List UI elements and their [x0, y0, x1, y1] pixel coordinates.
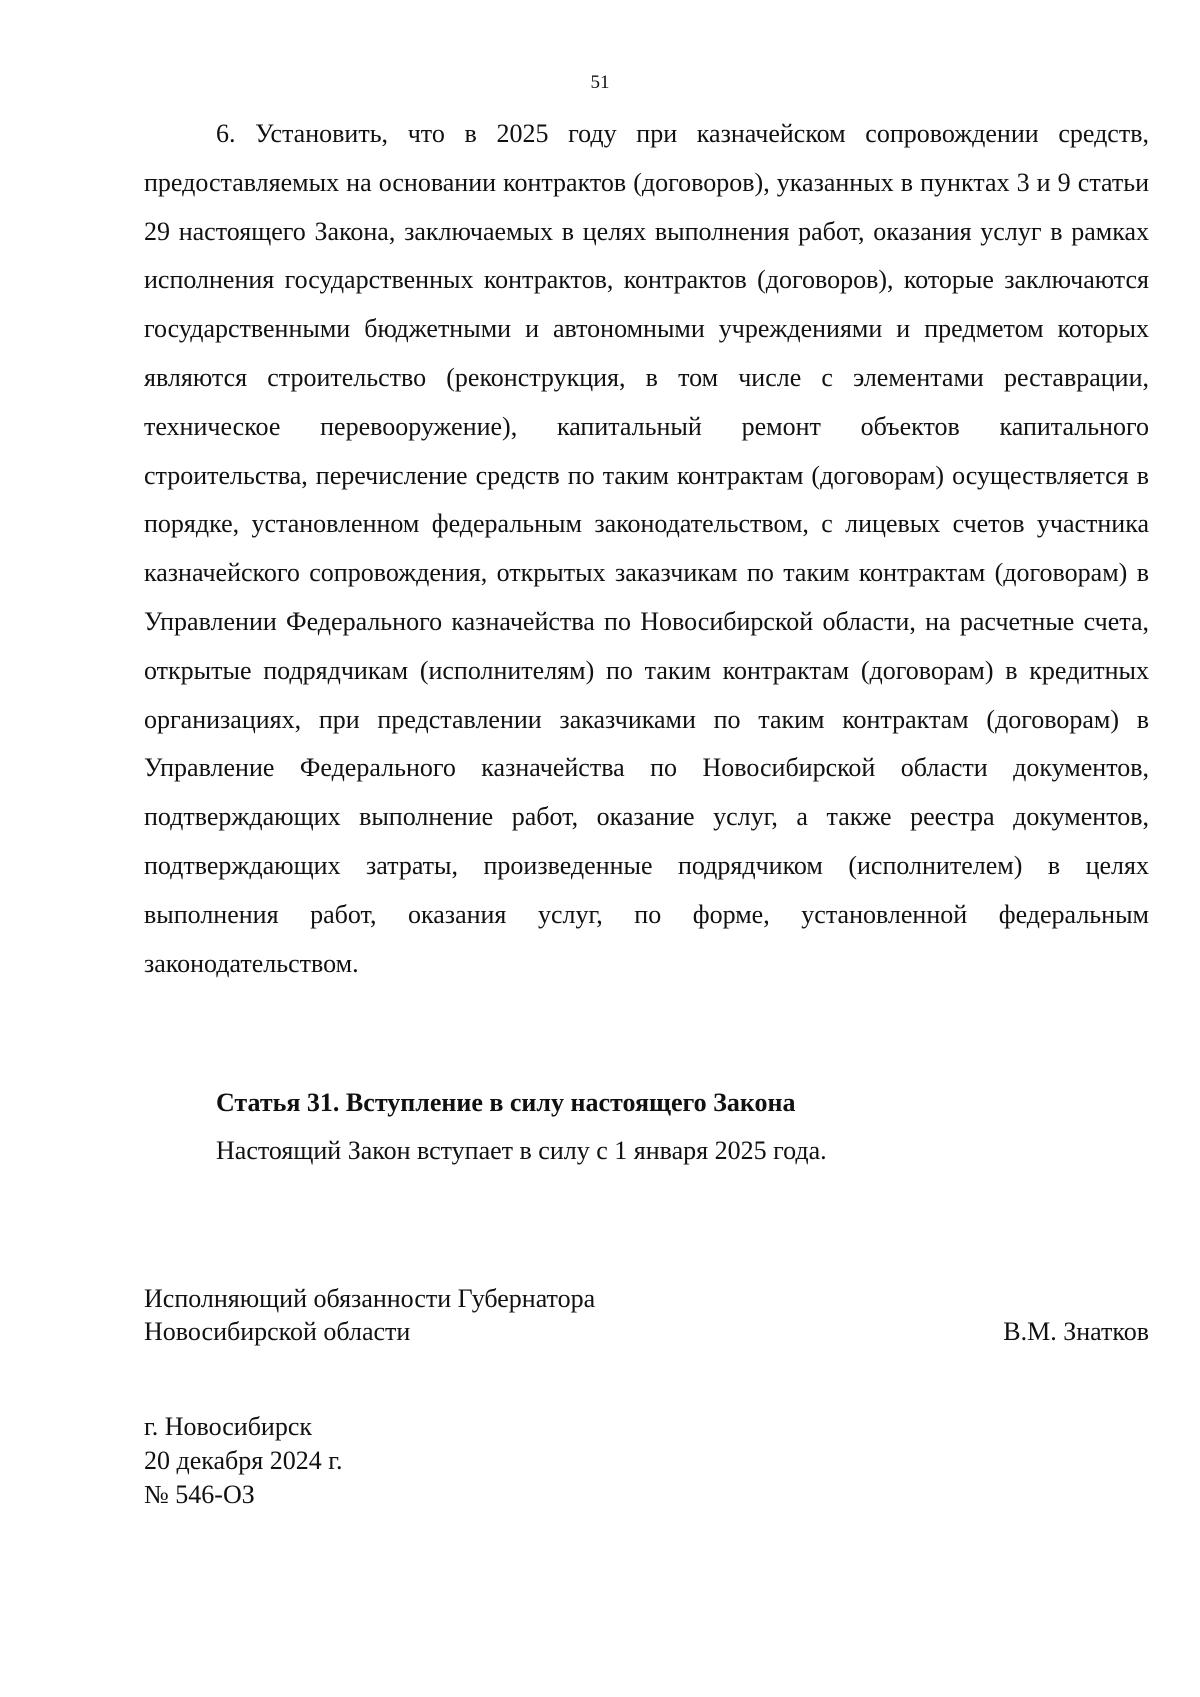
- article-31-heading: Статья 31. Вступление в силу настоящего Закона: [216, 1088, 796, 1117]
- signatory-position-line2: Новосибирской области: [144, 1317, 411, 1346]
- article-31-text: Настоящий Закон вступает в силу с 1 января 2025 года.: [216, 1136, 827, 1165]
- page-number: 51: [590, 72, 610, 93]
- signature-block: [144, 1282, 1149, 1348]
- signatory-name: В.М. Знатков: [1003, 1317, 1149, 1346]
- signature-row: [144, 1315, 1149, 1348]
- footer-date: 20 декабря 2024 г.: [144, 1446, 343, 1475]
- clause-6-paragraph: 6. Установить, что в 2025 году при казначейском сопровождении средств, предоставляемых на основании контрактов (договоров), указанных в пунктах 3 и 9 статьи 29 настоящего Закона, заключаемых в целях выполнения работ, оказания услуг в рамках исполнения государственных контрактов, контрактов (договоров), которые заключаются государственными бюджетными и автономными учреждениями и предметом которых являются строительство (реконструкция, в том числе с элементами реставрации, техническое перевооружение), капитальный ремонт объектов капитального строительства, перечисление средств по таким контрактам (договорам) осуществляется в порядке, установленном федеральным законодательством, с лицевых счетов участника казначейского сопровождения, открытых заказчикам по таким контрактам (договорам) в Управлении Федерального казначейства по Новосибирской области, на расчетные счета, открытые подрядчикам (исполнителям) по таким контрактам (договорам) в кредитных организациях, при представлении заказчиками по таким контрактам (договорам) в Управление Федерального казначейства по Новосибирской области документов, подтверждающих выполнение работ, оказание услуг, а также реестра документов, подтверждающих затраты, произведенные подрядчиком (исполнителем) в целях выполнения работ, оказания услуг, по форме, установленной федеральным законодательством.: [144, 119, 1149, 978]
- footer-city: г. Новосибирск: [144, 1412, 313, 1441]
- footer-block: [144, 1410, 342, 1512]
- footer-law-number: № 546-ОЗ: [144, 1480, 255, 1509]
- signatory-position-line1: Исполняющий обязанности Губернатора: [144, 1284, 596, 1313]
